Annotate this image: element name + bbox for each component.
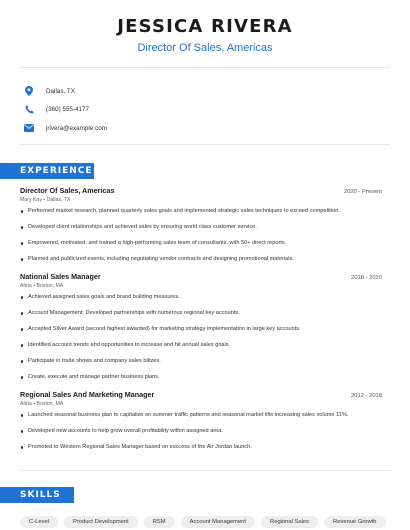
experience-heading-label: EXPERIENCE bbox=[20, 166, 93, 176]
location-text: Dallas, TX bbox=[46, 87, 75, 95]
bullet-item: Promoted to Western Regional Sales Manager based on success of the Air Jordan launch. bbox=[20, 444, 382, 451]
location-pin-icon bbox=[22, 84, 36, 98]
job-title: Regional Sales And Marketing Manager bbox=[20, 390, 155, 399]
job-company: Altria bbox=[20, 283, 32, 289]
contact-email[interactable] bbox=[20, 119, 390, 137]
skill-chip: Account Management bbox=[181, 516, 255, 528]
job-entry bbox=[20, 186, 382, 263]
job-entry bbox=[20, 390, 382, 451]
candidate-name: JESSICA RIVERA bbox=[117, 16, 293, 37]
job-title: National Sales Manager bbox=[20, 272, 101, 281]
bullet-item: Launched seasonal business plan to capitalize on summer traffic patterns and seasonal market lifts increasing sales volume 11%. bbox=[20, 412, 382, 419]
job-entry bbox=[20, 272, 382, 381]
job-company: Mary Kay bbox=[20, 197, 42, 203]
contact-block bbox=[20, 82, 390, 138]
skills-heading bbox=[0, 487, 74, 503]
job-company-location: Mary Kay • Dallas, TX bbox=[20, 197, 71, 203]
bullet-item: Planned and publicized events, including negotiating vendor contracts and designing promotional materials. bbox=[20, 256, 382, 263]
job-bullets bbox=[20, 294, 382, 381]
contact-phone bbox=[20, 101, 390, 119]
mail-icon bbox=[22, 121, 36, 135]
phone-text: (360) 555-4177 bbox=[46, 106, 90, 113]
contact-location bbox=[20, 82, 390, 100]
skill-chip: RSM bbox=[144, 516, 175, 528]
bullet-item: Developed client relationships and achieved sales by ensuring world class customer service. bbox=[20, 224, 382, 231]
skill-chip: Product Development bbox=[64, 516, 138, 528]
job-dates: 2012 - 2018 bbox=[351, 393, 382, 399]
job-dates: 2018 - 2020 bbox=[351, 275, 382, 281]
job-company-location: Altria • Boston, MA bbox=[20, 401, 64, 407]
job-bullets bbox=[20, 208, 382, 263]
experience-heading bbox=[0, 163, 94, 179]
job-bullets bbox=[20, 412, 382, 451]
job-company: Altria bbox=[20, 401, 32, 407]
experience-divider bbox=[20, 470, 390, 471]
candidate-role: Director Of Sales, Americas bbox=[137, 42, 273, 54]
header-divider bbox=[20, 67, 390, 68]
bullet-item: Identified account trends and opportunities to increase and hit annual sales goals. bbox=[20, 342, 382, 349]
job-dates: 2020 - Present bbox=[343, 189, 382, 195]
email-text[interactable]: jrivera@example.com bbox=[46, 124, 107, 132]
job-location: Boston, MA bbox=[36, 401, 64, 407]
bullet-item: Account Management: Developed partnerships with numerous regional key accounts. bbox=[20, 310, 382, 317]
bullet-item: Accepted Silver Award (second highest awarded) for marketing strategy implementation in large key accounts. bbox=[20, 326, 382, 333]
phone-icon bbox=[22, 103, 36, 117]
skill-chip: Revenue Growth bbox=[324, 516, 386, 528]
bullet-item: Create, execute and manage partner business plans. bbox=[20, 374, 382, 381]
skills-list bbox=[20, 516, 390, 528]
job-title: Director Of Sales, Americas bbox=[20, 186, 115, 195]
experience-list bbox=[20, 186, 382, 460]
bullet-item: Achieved assigned sales goals and brand building measures. bbox=[20, 294, 382, 301]
skills-heading-label: SKILLS bbox=[20, 490, 61, 500]
job-company-location: Altria • Boston, MA bbox=[20, 283, 64, 289]
bullet-item: Performed market research, planned quarterly sales goals and implemented strategic sales techniques to exceed competition. bbox=[20, 208, 382, 215]
bullet-item: Participate in trade shows and company sales blitzes. bbox=[20, 358, 382, 365]
skill-chip: Regional Sales bbox=[261, 516, 318, 528]
bullet-item: Empowered, motivated, and trained a high-performing sales team of consultants, with 50+ direct reports. bbox=[20, 240, 382, 247]
resume-header bbox=[0, 16, 410, 54]
skill-chip: C-Level bbox=[20, 516, 58, 528]
job-location: Dallas, TX bbox=[46, 197, 71, 203]
bullet-item: Developed new accounts to help grow overall profitability within assigned area. bbox=[20, 428, 382, 435]
job-location: Boston, MA bbox=[36, 283, 64, 289]
contact-divider bbox=[20, 144, 390, 145]
